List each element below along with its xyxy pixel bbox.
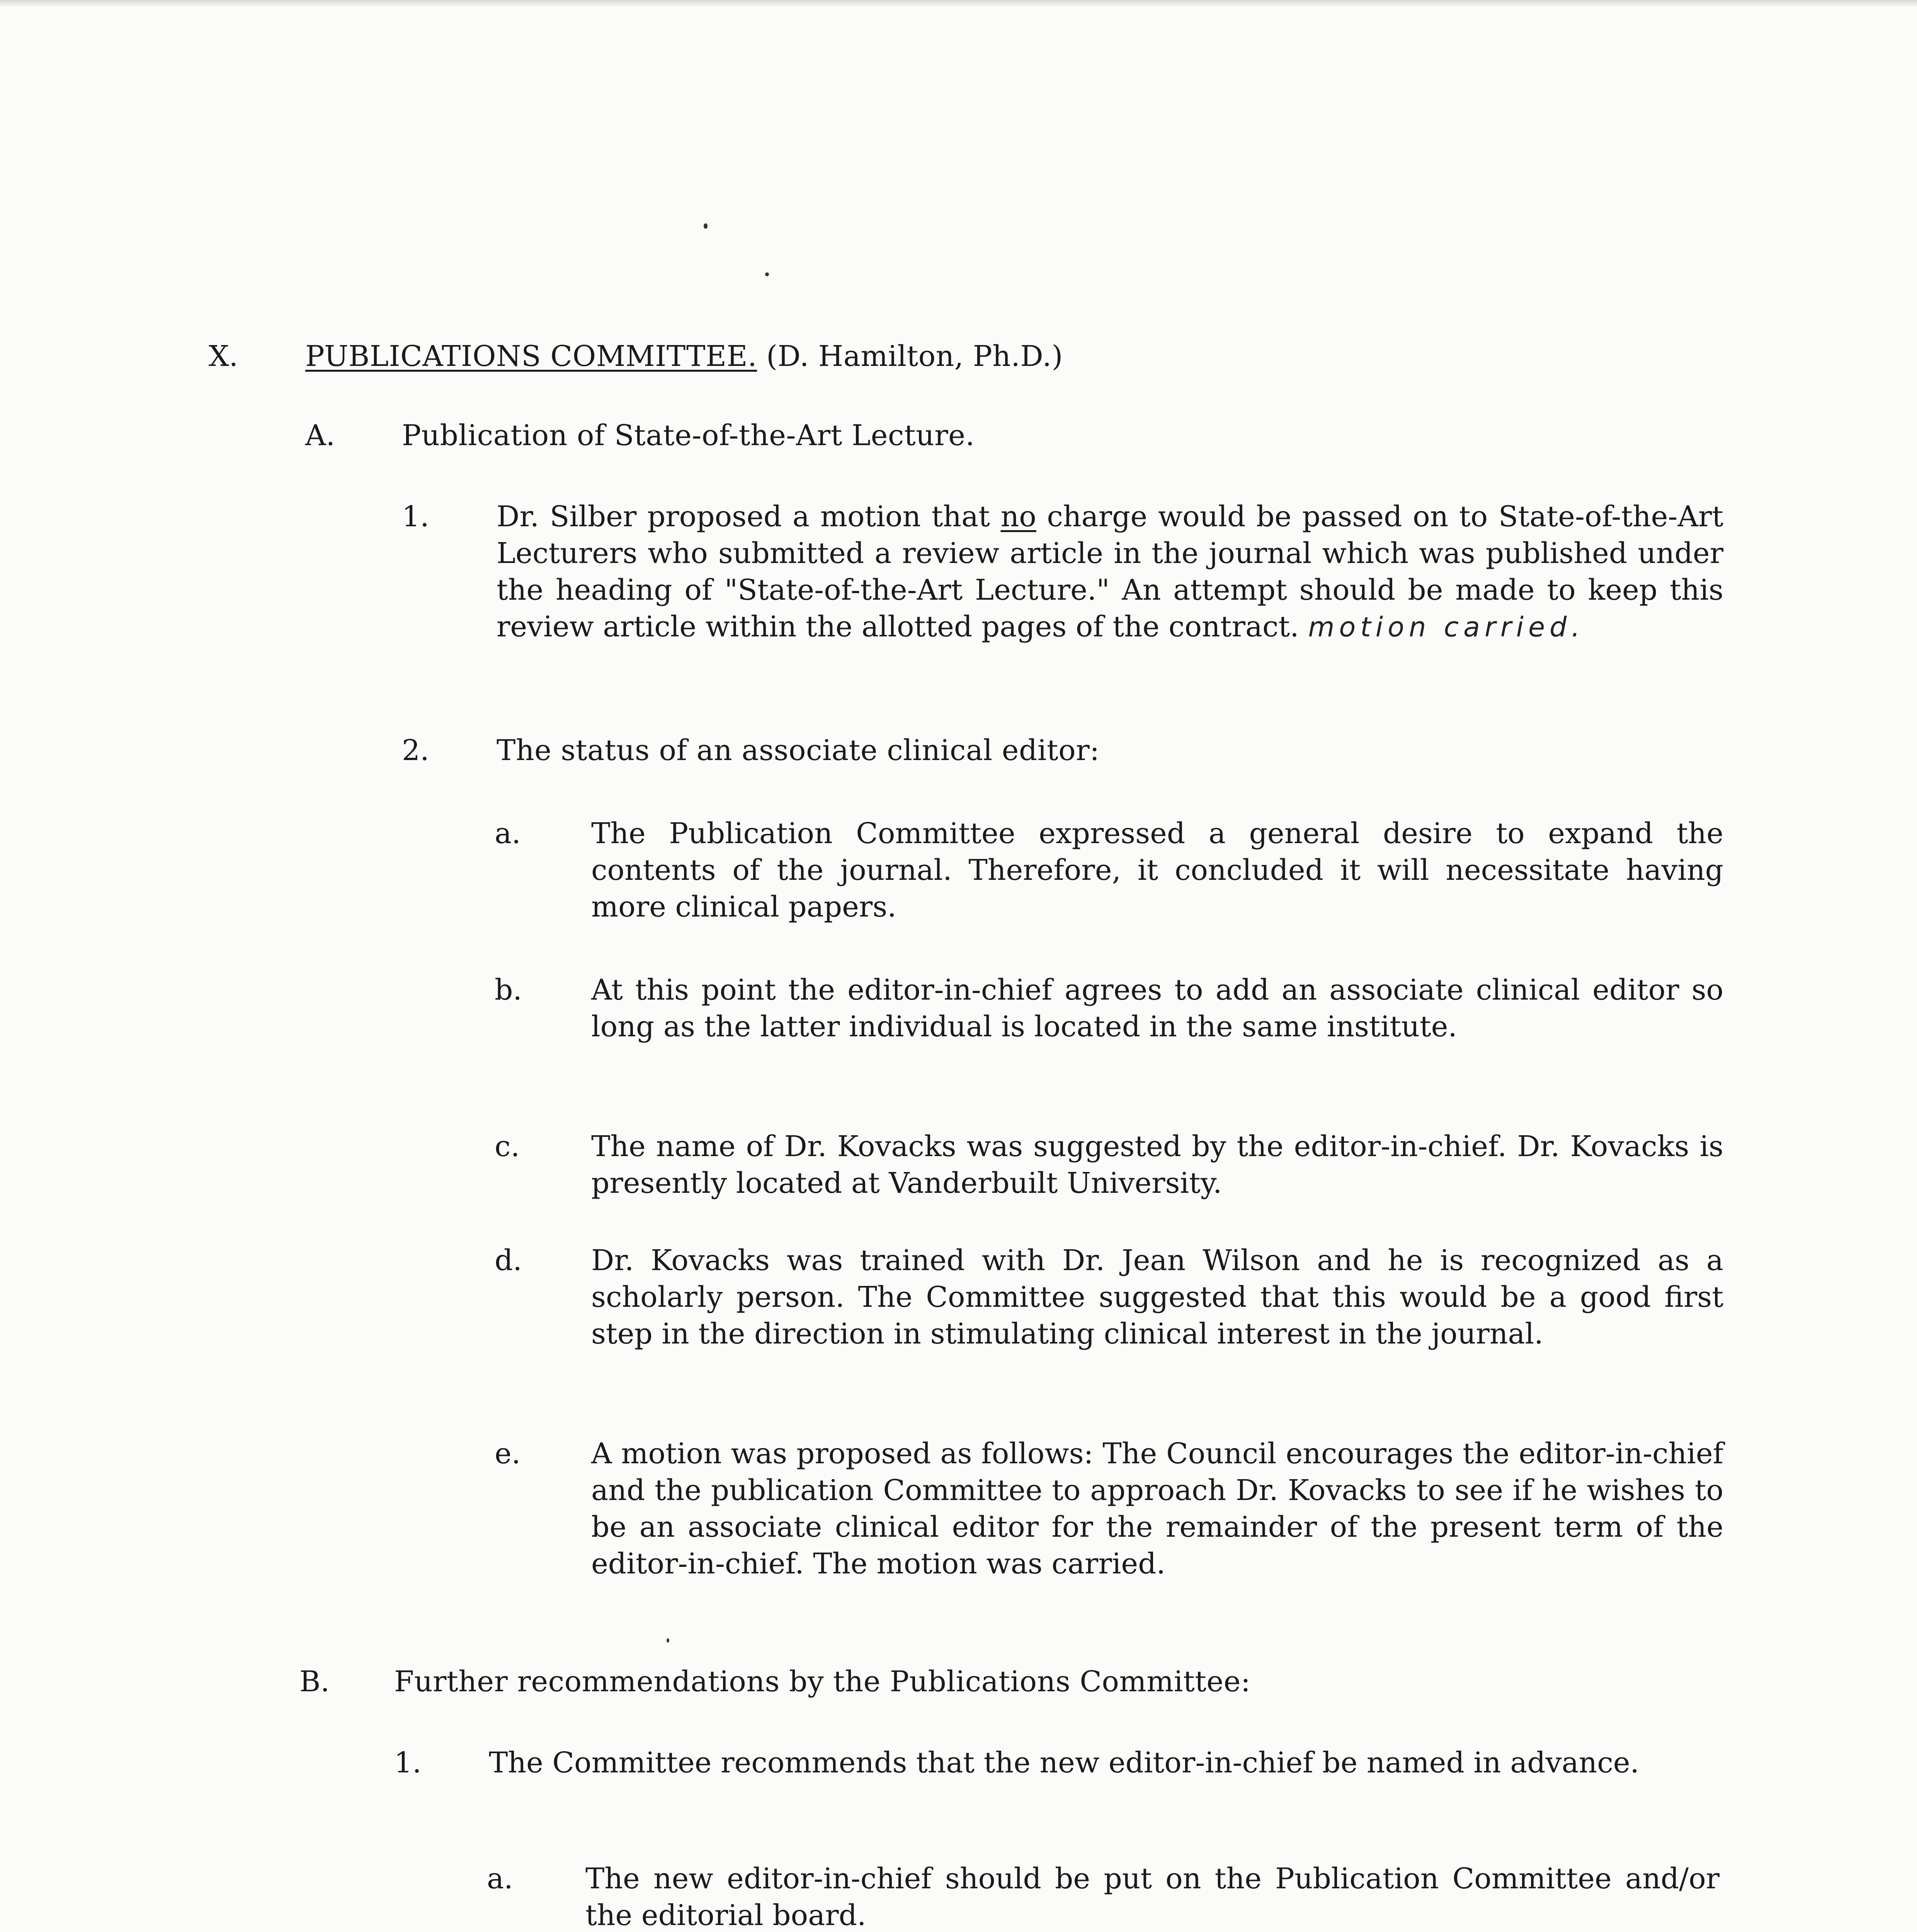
part-a-heading: Publication of State-of-the-Art Lecture. bbox=[402, 419, 975, 452]
b1a-marker: a. bbox=[487, 1862, 513, 1895]
a2e-marker: e. bbox=[495, 1437, 521, 1470]
b1-marker: 1. bbox=[394, 1746, 422, 1779]
a2a-marker: a. bbox=[495, 817, 521, 850]
a2c-marker: c. bbox=[495, 1130, 520, 1163]
part-a-marker: A. bbox=[305, 419, 335, 452]
a2a-text: The Publication Committee expressed a general desire to expand the contents of the journal. Therefore, it concluded it will necessitate having more clinical papers. bbox=[591, 817, 1723, 923]
a1-marker: 1. bbox=[402, 500, 429, 533]
scan-speck bbox=[765, 272, 769, 276]
section-marker: X. bbox=[209, 340, 238, 373]
emphasis-no: no bbox=[1000, 500, 1036, 533]
section-title: PUBLICATIONS COMMITTEE. bbox=[305, 340, 757, 373]
a2b-text: At this point the editor-in-chief agrees to add an associate clinical editor so long as the latter individual is located in the same institute. bbox=[591, 973, 1723, 1043]
a2-text: The status of an associate clinical editor: bbox=[497, 734, 1100, 767]
a2c-text: The name of Dr. Kovacks was suggested by the editor-in-chief. Dr. Kovacks is presently located at Vanderbuilt University. bbox=[591, 1130, 1723, 1200]
a2d-marker: d. bbox=[495, 1244, 522, 1277]
scan-speck bbox=[667, 1638, 669, 1643]
a2e-text: A motion was proposed as follows: The Council encourages the editor-in-chief and the publication Committee to approach Dr. Kovacks to see if he wishes to be an associate clinical editor for the remainder of the present term of the editor-in-chief. The motion was carried. bbox=[591, 1437, 1723, 1580]
scan-edge bbox=[0, 0, 1917, 7]
scan-speck bbox=[704, 223, 708, 229]
part-b-marker: B. bbox=[299, 1665, 330, 1698]
section-presenter: (D. Hamilton, Ph.D.) bbox=[766, 340, 1063, 373]
handwritten-note: motion carried. bbox=[1308, 611, 1585, 643]
b1-text: The Committee recommends that the new editor-in-chief be named in advance. bbox=[489, 1746, 1640, 1779]
a1-text: Dr. Silber proposed a motion that no charge would be passed on to State-of-the-Art Lecturers who submitted a review article in the journal which was published under the heading of "State-of-the-Art Lecture." An attempt should be made to keep this review article within the allotted pages of the contract. motion carried. bbox=[497, 500, 1723, 643]
part-b-heading: Further recommendations by the Publications Committee: bbox=[394, 1665, 1251, 1698]
a2-marker: 2. bbox=[402, 734, 429, 767]
a2b-marker: b. bbox=[495, 973, 522, 1007]
b1a-text: The new editor-in-chief should be put on the Publication Committee and/or the editorial board. bbox=[585, 1862, 1720, 1932]
section-heading bbox=[305, 338, 1063, 375]
a2d-text: Dr. Kovacks was trained with Dr. Jean Wilson and he is recognized as a scholarly person. The Committee suggested that this would be a good first step in the direction in stimulating clinical interest in the journal. bbox=[591, 1244, 1723, 1350]
